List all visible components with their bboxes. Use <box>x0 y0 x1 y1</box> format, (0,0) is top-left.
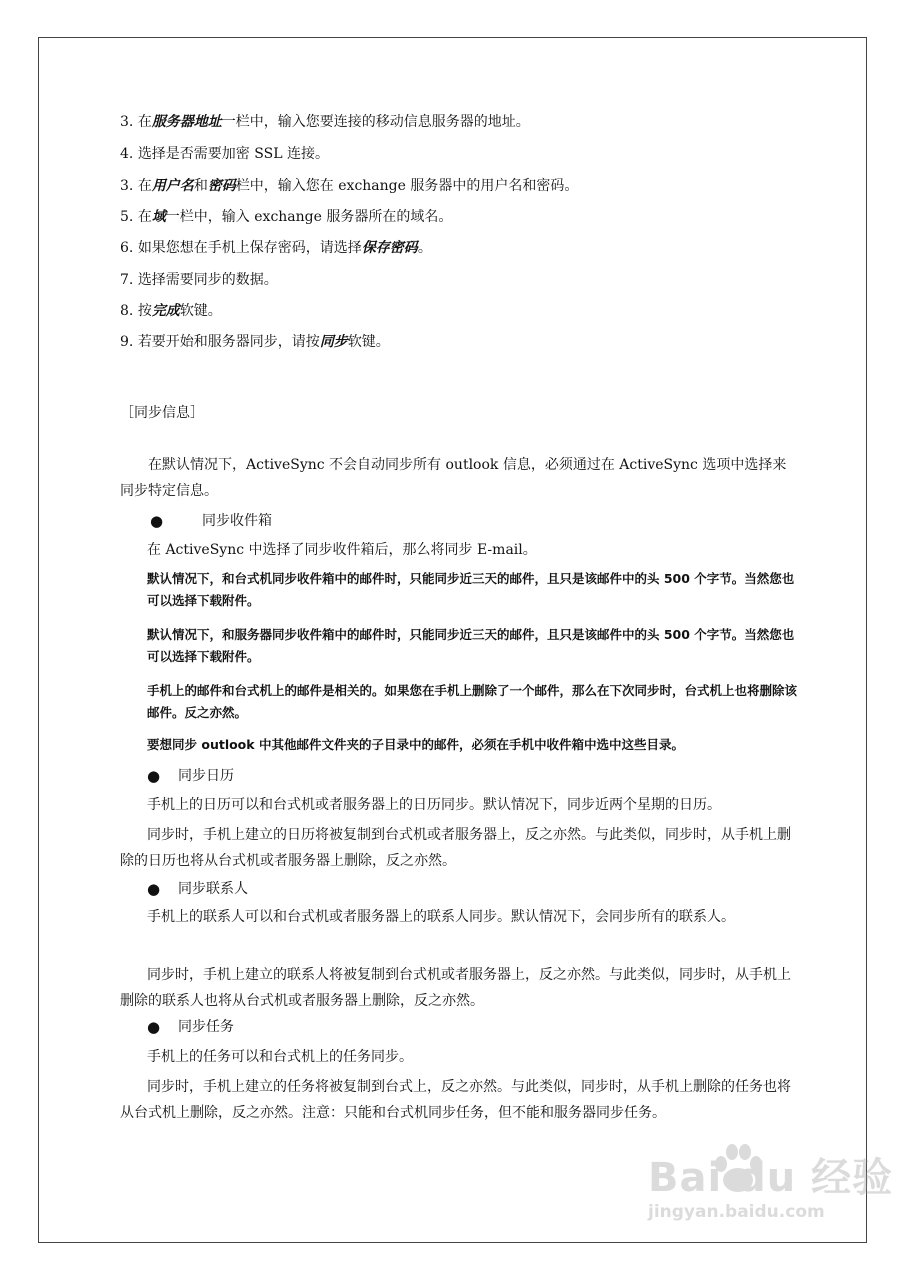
calendar-p2: 同步时，手机上建立的日历将被复制到台式机或者服务器上，反之亦然。与此类似，同步时，从手机上删除的日历也将从台式机或者服务器上删除，反之亦然。 <box>120 827 791 869</box>
step-1: 3. 在服务器地址一栏中，输入您要连接的移动信息服务器的地址。 <box>120 114 530 130</box>
inbox-note-1: 默认情况下，和台式机同步收件箱中的邮件时，只能同步近三天的邮件，且只是该邮件中的头 500 个字节。当然您也可以选择下载附件。 <box>147 571 795 608</box>
contacts-heading: 同步联系人 <box>178 881 248 897</box>
step-6: 7. 选择需要同步的数据。 <box>120 272 278 288</box>
intro-paragraph: 在默认情况下，ActiveSync 不会自动同步所有 outlook 信息，必须通过在 ActiveSync 选项中选择来同步特定信息。 <box>120 457 787 499</box>
contacts-p2: 同步时，手机上建立的联系人将被复制到台式机或者服务器上，反之亦然。与此类似，同步时，从手机上删除的联系人也将从台式机或者服务器上删除，反之亦然。 <box>120 967 791 1009</box>
inbox-note-2: 默认情况下，和服务器同步收件箱中的邮件时，只能同步近三天的邮件，且只是该邮件中的头 500 个字节。当然您也可以选择下载附件。 <box>147 627 795 664</box>
calendar-p1: 手机上的日历可以和台式机或者服务器上的日历同步。默认情况下，同步近两个星期的日历。 <box>147 797 721 813</box>
bullet-contacts: ● <box>147 880 161 898</box>
step-8: 9. 若要开始和服务器同步，请按同步软键。 <box>120 334 390 350</box>
watermark-brand: Bai du 经验 <box>648 1155 894 1201</box>
inbox-note-3: 手机上的邮件和台式机上的邮件是相关的。如果您在手机上删除了一个邮件，那么在下次同步时，台式机上也将删除该邮件。反之亦然。 <box>147 683 798 720</box>
calendar-heading: 同步日历 <box>178 768 234 784</box>
bullet-inbox: ● <box>150 512 164 530</box>
step-7: 8. 按完成软键。 <box>120 303 222 319</box>
step-5: 6. 如果您想在手机上保存密码，请选择保存密码。 <box>120 240 432 256</box>
contacts-p1: 手机上的联系人可以和台式机或者服务器上的联系人同步。默认情况下，会同步所有的联系人。 <box>147 909 735 925</box>
inbox-desc: 在 ActiveSync 中选择了同步收件箱后，那么将同步 E-mail。 <box>147 542 537 558</box>
inbox-heading: 同步收件箱 <box>202 513 272 529</box>
watermark-url: jingyan.baidu.com <box>648 1202 825 1222</box>
tasks-p2: 同步时，手机上建立的任务将被复制到台式上，反之亦然。与此类似，同步时，从手机上删除的任务也将从台式机上删除，反之亦然。注意：只能和台式机同步任务，但不能和服务器同步任务。 <box>120 1079 791 1121</box>
step-2: 4. 选择是否需要加密 SSL 连接。 <box>120 146 329 162</box>
baidu-jingyan-watermark <box>640 1140 894 1240</box>
tasks-p1: 手机上的任务可以和台式机上的任务同步。 <box>147 1049 413 1065</box>
bullet-calendar: ● <box>147 767 161 785</box>
tasks-heading: 同步任务 <box>178 1019 234 1035</box>
inbox-note-4: 要想同步 outlook 中其他邮件文件夹的子目录中的邮件，必须在手机中收件箱中选中这些目录。 <box>147 737 684 752</box>
step-3: 3. 在用户名和密码栏中，输入您在 exchange 服务器中的用户名和密码。 <box>120 178 579 194</box>
step-4: 5. 在域一栏中，输入 exchange 服务器所在的域名。 <box>120 209 453 225</box>
bullet-tasks: ● <box>147 1018 161 1036</box>
section-title: ［同步信息］ <box>120 405 204 421</box>
